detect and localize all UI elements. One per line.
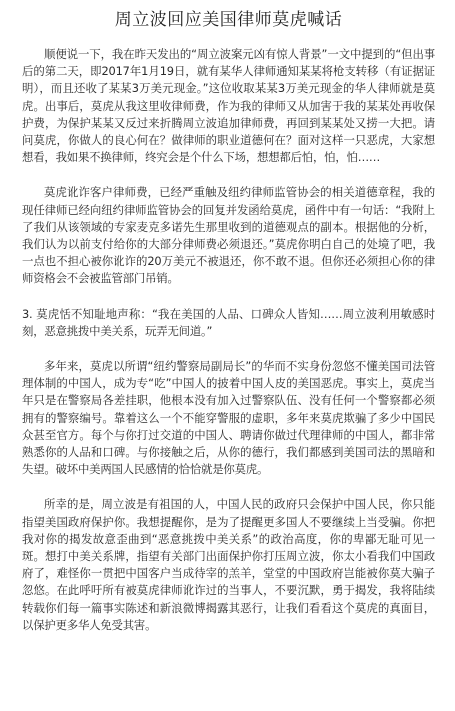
article-title: 周立波回应美国律师莫虎喊话 — [114, 10, 343, 30]
paragraph-2: 莫虎讹诈客户律师费，已经严重触及纽约律师监管协会的相关道德章程，我的现任律师已经向纽约律师监管协会的回复并发函给莫虎，函件中有一句话：“我附上了我们从该领域的专家麦克多诺先生那里收到的道德观点的副本。根据他的分析，我们认为以前支付给你的大部分律师费必须退还。”莫虎你明白自己的处境了吧，我一点也不担心被你讹诈的20万美元不被退还，你不敢不退。但你还必须担心你的律师资格会不会被监管部门吊销。 — [22, 185, 435, 286]
paragraph-4: 多年来，莫虎以所谓“纽约警察局副局长”的华而不实身份忽悠不懂美国司法管理体制的中国人，成为专“吃”中国人的披着中国人皮的美国恶虎。事实上，莫虎当年只是在警察局各差挂职，他根本没有加入过警察队伍、没有任何一个警察都必须拥有的警察编号。靠着这么一个不能穿警服的虚职，多年来莫虎欺骗了多少中国民众甚至官方。每个与你打过交道的中国人、聘请你做过代理律师的中国人，都非常熟悉你的人品和口碑。与你接触之后，从你的德行，我们都感到美国司法的黑暗和失望。破坏中美两国人民感情的恰恰就是你莫虎。 — [22, 359, 435, 477]
paragraph-3: 3. 莫虎恬不知耻地声称：“我在美国的人品、口碑众人皆知……周立波利用敏感时刻，恶意挑拨中美关系，玩弄无间道。” — [22, 306, 435, 338]
paragraph-5: 所幸的是，周立波是有祖国的人，中国人民的政府只会保护中国人民，你只能指望美国政府保护你。我想提醒你，是为了提醒更多国人不要继续上当受骗。你把我对你的揭发故意歪曲到“恶意挑拨中美关系”的政治高度，你的卑鄙无耻可见一斑。想打中美关系牌，指望有关部门出面保护你打压周立波，你太小看我们中国政府了，难怪你一贯把中国客户当成待宰的羔羊，堂堂的中国政府岂能被你莫大骗子忽悠。在此呼吁所有被莫虎律师讹诈过的当事人，不要沉默，勇于揭发，我将陆续转载你们每一篇事实陈述和新浪微博揭露其恶行，让我们看看这个莫虎的真面目，以保护更多华人免受其害。 — [22, 497, 435, 632]
paragraph-1: 顺便说一下，我在昨天发出的“周立波案元凶有惊人背景”一文中提到的“但出事后的第二天，即2017年1月19日，就有某华人律师通知某某将枪支转移（有证据证明），而且还收了某某3万美元现金。”这位收取某某3万美元现金的华人律师就是莫虎。出事后，莫虎从我这里收律师费，作为我的律师又从加害于我的某某处再收保护费，为保护某某又反过来折腾周立波追加律师费，再回到某某处又捞一大把。请问莫虎，你做人的良心何在？做律师的职业道德何在？面对这样一只恶虎，大家想想看，我如果不换律师，终究会是个什么下场，想想都后怕，怕，怕…… — [22, 47, 435, 165]
